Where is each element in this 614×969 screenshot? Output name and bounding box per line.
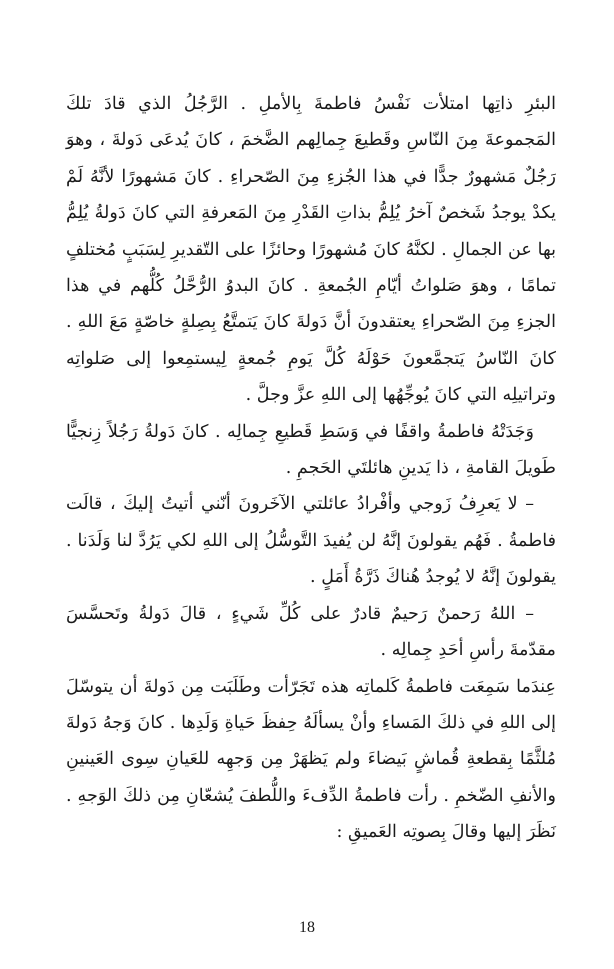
page-number: 18 (299, 919, 315, 936)
paragraph-continuation: البئرِ ذاتِها امتلأت نَفْسُ فاطمةَ بِالأملِ . الرَّجُلُ الذي قادَ تلكَ المَجموعةَ مِنَ النّاسِ وقَطيعَ جِمالِهم الضَّخمَ ، كانَ يُدعَى دَولةَ ، وهوَ رَجُلٌ مَشهورٌ جدًّا في هذا الجُزءِ مِنَ الصّحراءِ . كانَ مَشهورًا لأنَّهُ لَمْ يكدْ يوجدُ شَخصٌ آخرُ يُلِمُّ بذاتِ القَدْرِ مِنَ المَعرفةِ التي كانَ دَولةُ يُلِمُّ بها عن الجمالِ . لكنَّهُ كانَ مُشهورًا وحائزًا على التّقديرِ لِسَبَبٍ مُختلفٍ تمامًا ، وهوَ صَلواتُ أيّامِ الجُمعةِ . كانَ البدوُ الرُّحَّلُ كُلُّهم في هذا الجزءِ مِنَ الصّحراءِ يعتقدونَ أنَّ دَولةَ كانَ يَتمتَّعُ بِصِلةٍ خاصّةٍ مَعَ اللهِ . كانَ النّاسُ يَتجمَّعونَ حَوْلَهُ كُلَّ يَومِ جُمعةٍ لِيستمِعوا إلى صَلواتِه وتراتيلِه التي كانَ يُوجِّهُها إلى اللهِ عزَّ وجلَّ . (66, 94, 556, 406)
paragraph-fatima-finds-dawla: وَجَدَتْهُ فاطمةُ واقفًا في وَسَطِ قَطيعِ جِمالِه . كانَ دَولةُ رَجُلاً زِنجيًّا طَويلَ القامةِ ، ذا يَدينِ هائلتَي الحَجمِ . (66, 421, 556, 479)
paragraph-fatima-speech: – لا يَعرِفُ زَوجي وأفْرادُ عائلتي الآخَرونَ أنّني أتيتُ إليكَ ، قالَت فاطمةُ . فَهُم يقولونَ إنَّهُ لن يُفيدَ التَّوسُّلُ إلى اللهِ لكي يَرُدَّ لنا وَلَدَنا . يقولونَ إنَّهُ لا يُوجدُ هُناكَ ذَرَّةُ أَمَلٍ . (66, 494, 556, 588)
paragraph-dawla-reply: – اللهُ رَحمنٌ رَحيمٌ قادرٌ على كُلِّ شَيءٍ ، قالَ دَولةُ وتَحسَّسَ مقدّمةَ رأسِ أحَدِ جِمالِه . (66, 603, 556, 661)
body-text (66, 86, 556, 851)
paragraph-request: عِندَما سَمِعَت فاطمةُ كَلماتِه هذه تَجَرّأت وطَلَبَت مِن دَولةَ أن يتوسّلَ إلى اللهِ في ذلكَ المَساءِ وأنْ يسألَهُ حِفظَ حَياةِ وَلَدِها . كانَ وَجهُ دَولةَ مُلثَّمًا بِقطعةِ قُماشٍ بَيضاءَ ولم يَظهَرْ مِن وَجهِه للعَيانِ سِوى العَينينِ والأنفِ الضّخمِ . رأت فاطمةُ الدِّفءَ واللُّطفَ يُشعّانِ مِن ذلكَ الوَجهِ . نَظَرَ إليها وقالَ بِصوتِه العَميقِ : (66, 676, 556, 843)
